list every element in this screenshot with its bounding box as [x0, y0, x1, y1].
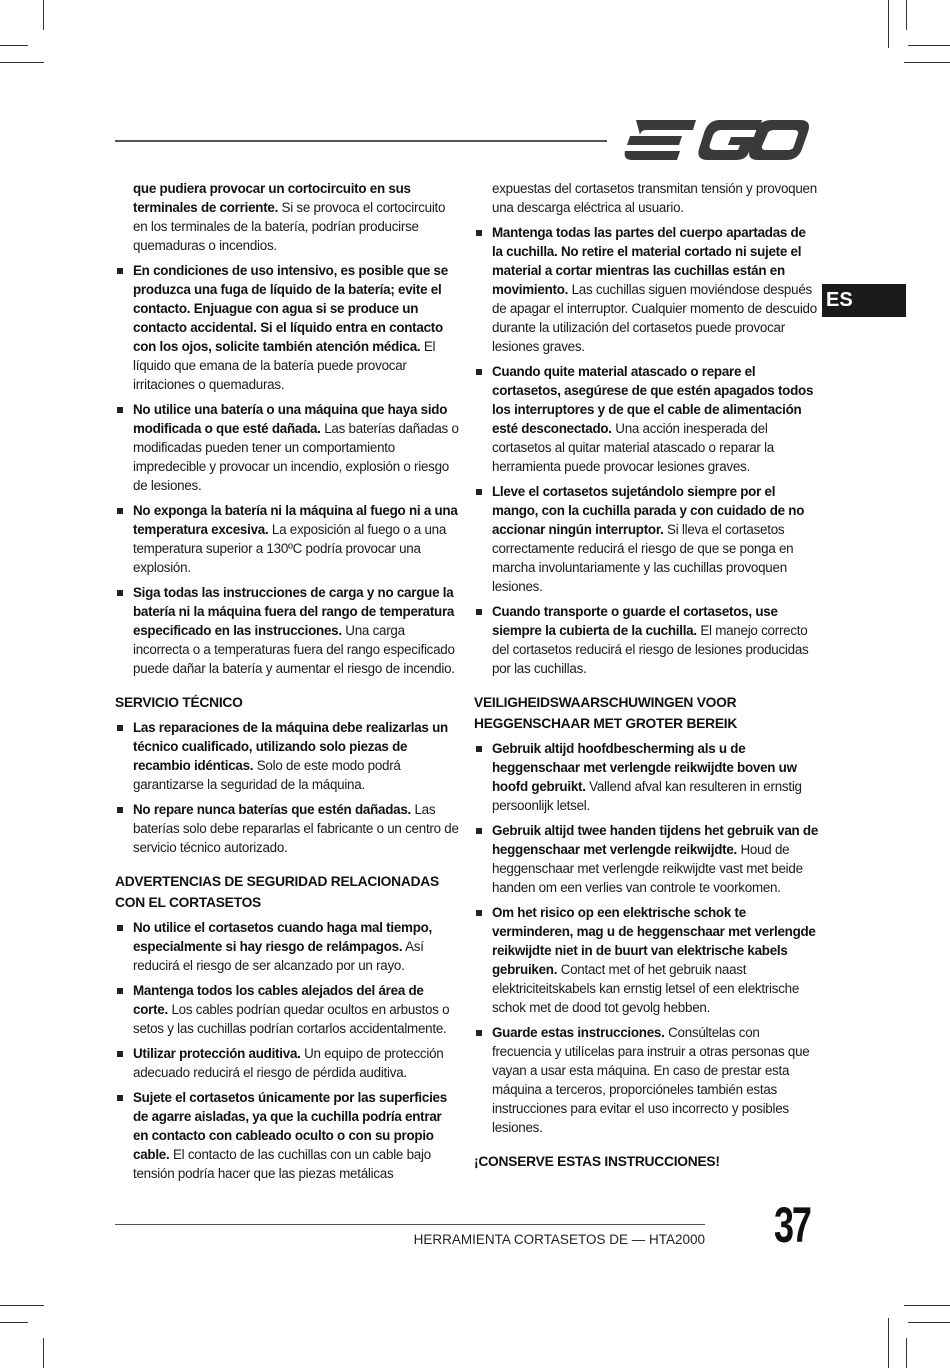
bold-lead: Cuando transporte o guarde el cortasetos, use siempre la cubierta de la cuchilla.	[492, 604, 778, 638]
list-item	[115, 501, 460, 577]
bullet-icon	[117, 1051, 123, 1057]
list-item	[474, 1023, 819, 1137]
body-text: Houd de heggenschaar met verlengde reikwijdte vast met beide handen om een verlies van controle te voorkomen.	[492, 842, 803, 895]
body-text: Solo de este modo podrá garantizarse la seguridad de la máquina.	[133, 758, 401, 792]
bullet-icon	[117, 925, 123, 931]
body-text: Las baterías dañadas o modificadas pueden tener un comportamiento impredecible y provocar un incendio, explosión o riesgo de lesiones.	[133, 421, 459, 493]
list-item	[115, 981, 460, 1038]
bold-lead: Guarde estas instrucciones.	[492, 1025, 665, 1040]
body-text: Vallend afval kan resulteren in ernstig persoonlijk letsel.	[492, 779, 802, 813]
body-text: Las baterías solo debe repararlas el fabricante o un centro de servicio técnico autorizado.	[133, 802, 459, 855]
header-rule	[115, 140, 607, 142]
list-item	[115, 583, 460, 678]
bullet-icon	[476, 230, 482, 236]
bold-lead: Mantenga todas las partes del cuerpo apartadas de la cuchilla. No retire el material cortado ni sujete el material a cortar mientras las cuchillas están en movimiento.	[492, 225, 806, 297]
body-text: El manejo correcto del cortasetos reducirá el riesgo de lesiones producidas por las cuchillas.	[492, 623, 809, 676]
body-text: Los cables podrían quedar ocultos en arbustos o setos y las cuchillas podrían cortarlos accidentalmente.	[133, 1002, 450, 1036]
bullet-icon	[476, 609, 482, 615]
crop-mark	[904, 62, 950, 63]
bold-lead: No utilice el cortasetos cuando haga mal tiempo, especialmente si hay riesgo de relámpagos.	[133, 920, 433, 954]
bold-lead: Sujete el cortasetos únicamente por las superficies de agarre aisladas, ya que la cuchilla podría entrar en contacto con cableado oculto o con su propio cable.	[133, 1090, 447, 1162]
list-item	[115, 1088, 460, 1183]
list-item	[115, 261, 460, 394]
ego-logo	[622, 118, 810, 167]
crop-mark	[0, 45, 28, 46]
list-item	[474, 223, 819, 356]
bullet-icon	[117, 407, 123, 413]
bullet-icon	[476, 910, 482, 916]
list-item	[115, 918, 460, 975]
bullet-icon	[476, 369, 482, 375]
body-text: Un equipo de protección adecuado reducirá el riesgo de pérdida auditiva.	[133, 1046, 444, 1080]
bold-lead: Gebruik altijd twee handen tijdens het gebruik van de heggenschaar met verlengde reikwijdte.	[492, 823, 819, 857]
bold-lead: No utilice una batería o una máquina que haya sido modificada o que esté dañada.	[133, 402, 448, 436]
crop-mark	[908, 45, 950, 46]
page-number: 37	[774, 1197, 810, 1253]
list-item	[474, 821, 819, 897]
list-item	[115, 1044, 460, 1082]
bold-lead: Mantenga todos los cables alejados del área de corte.	[133, 983, 424, 1017]
list-item	[115, 400, 460, 495]
bullet-icon	[476, 746, 482, 752]
bold-lead: En condiciones de uso intensivo, es posible que se produzca una fuga de líquido de la batería; evite el contacto. Enjuague con agua si se produce un contacto accidental. Si el líquido entra en contacto con los ojos, solicite también atención médica.	[133, 263, 448, 354]
body-text: El líquido que emana de la batería puede provocar irritaciones o quemaduras.	[133, 339, 436, 392]
list-item	[474, 602, 819, 678]
section-heading-dutch: VEILIGHEIDSWAARSCHUWINGEN VOOR HEGGENSCHAAR MET GROTER BEREIK	[474, 695, 738, 731]
footer-rule	[115, 1224, 705, 1225]
body-text: La exposición al fuego o a una temperatura superior a 130ºC podría provocar una explosión.	[133, 522, 447, 575]
bullet-icon	[476, 828, 482, 834]
body-text: Si lleva el cortasetos correctamente reducirá el riesgo de que se ponga en marcha involuntariamente y las cuchillas provoquen lesiones.	[492, 522, 794, 594]
body-text: Una carga incorrecta o a temperaturas fuera del rango especificado puede dañar la batería y aumentar el riesgo de incendio.	[133, 623, 455, 676]
section-heading-service: SERVICIO TÉCNICO	[115, 695, 243, 710]
body-text: Consúltelas con frecuencia y utilícelas para instruir a otras personas que vayan a usar esta máquina. En caso de prestar esta máquina a terceros, proporcióneles también estas instrucciones para evitar el uso incorrecto y posibles lesiones.	[492, 1025, 810, 1135]
bold-lead: Cuando quite material atascado o repare el cortasetos, asegúrese de que estén apagados todos los interruptores y de que el cable de alimentación esté desconectado.	[492, 364, 814, 436]
right-column	[474, 179, 819, 1177]
crop-mark	[0, 1305, 44, 1306]
body-text: Si se provoca el cortocircuito en los terminales de la batería, podrían producirse quemaduras o incendios.	[133, 200, 446, 253]
crop-mark	[0, 62, 44, 63]
bold-lead: que pudiera provocar un cortocircuito en sus terminales de corriente.	[133, 181, 411, 215]
body-text: Las cuchillas siguen moviéndose después de apagar el interruptor. Cualquier momento de descuido durante la utilización del cortasetos puede provocar lesiones graves.	[492, 282, 817, 354]
crop-mark	[906, 0, 907, 30]
section-heading-safety: ADVERTENCIAS DE SEGURIDAD RELACIONADAS CON EL CORTASETOS	[115, 874, 439, 910]
bullet-icon	[117, 725, 123, 731]
body-text: Una acción inesperada del cortasetos al quitar material atascado o reparar la herramienta puede provocar lesiones graves.	[492, 421, 774, 474]
bold-lead: No repare nunca baterías que estén dañadas.	[133, 802, 411, 817]
bullet-icon	[117, 268, 123, 274]
bold-lead: Gebruik altijd hoofdbescherming als u de heggenschaar met verlengde reikwijdte boven uw hoofd gebruikt.	[492, 741, 797, 794]
left-column	[115, 179, 460, 1189]
list-item	[474, 482, 819, 596]
body-text: El contacto de las cuchillas con un cable bajo tensión podría hacer que las piezas metálicas	[133, 1147, 431, 1181]
footer-title: HERRAMIENTA CORTASETOS DE — HTA2000	[413, 1232, 705, 1247]
bold-lead: Utilizar protección auditiva.	[133, 1046, 301, 1061]
list-item	[115, 718, 460, 794]
crop-mark	[888, 0, 889, 48]
bold-lead: No exponga la batería ni la máquina al fuego ni a una temperatura excesiva.	[133, 503, 458, 537]
bullet-icon	[117, 807, 123, 813]
bullet-icon	[117, 988, 123, 994]
crop-mark	[906, 1338, 907, 1368]
body-text: Contact met of het gebruik naast elektriciteitskabels kan ernstig letsel of een elektrische schok met de dood tot gevolg hebben.	[492, 962, 800, 1015]
right-intro-paragraph: expuestas del cortasetos transmitan tensión y provoquen una descarga eléctrica al usuario.	[492, 181, 817, 215]
body-text: Así reducirá el riesgo de ser alcanzado por un rayo.	[133, 939, 424, 973]
list-item	[474, 739, 819, 815]
bold-lead: Om het risico op een elektrische schok te verminderen, mag u de heggenschaar met verlengde reikwijdte niet in de buurt van elektrische kabels gebruiken.	[492, 905, 816, 977]
left-intro-paragraph	[115, 179, 460, 255]
bold-lead: Lleve el cortasetos sujetándolo siempre por el mango, con la cuchilla parada y con cuidado de no accionar ningún interruptor.	[492, 484, 805, 537]
crop-mark	[0, 1322, 28, 1323]
list-item	[474, 362, 819, 476]
bullet-icon	[117, 508, 123, 514]
bullet-icon	[117, 590, 123, 596]
list-item	[474, 903, 819, 1017]
bullet-icon	[117, 1095, 123, 1101]
bullet-icon	[476, 1030, 482, 1036]
crop-mark	[908, 1322, 950, 1323]
crop-mark	[43, 0, 44, 30]
bold-lead: Las reparaciones de la máquina debe realizarlas un técnico cualificado, utilizando solo piezas de recambio idénticas.	[133, 720, 448, 773]
crop-mark	[904, 1305, 950, 1306]
bullet-icon	[476, 489, 482, 495]
list-item	[115, 800, 460, 857]
language-tab: ES	[822, 284, 906, 317]
crop-mark	[888, 1318, 889, 1368]
bold-lead: Siga todas las instrucciones de carga y no cargue la batería ni la máquina fuera del rango de temperatura especificado en las instrucciones.	[133, 585, 455, 638]
closing-heading: ¡CONSERVE ESTAS INSTRUCCIONES!	[474, 1154, 720, 1169]
crop-mark	[43, 1338, 44, 1368]
